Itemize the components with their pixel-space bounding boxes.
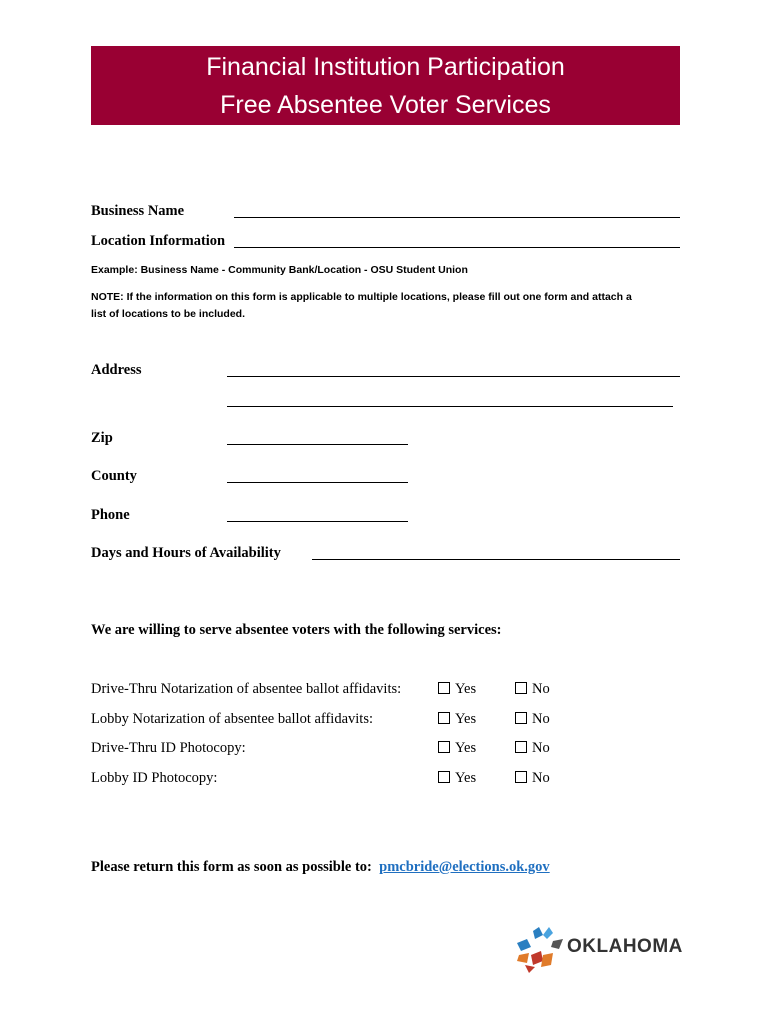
email-link[interactable]: pmcbride@elections.ok.gov bbox=[379, 859, 550, 875]
checkbox-icon bbox=[515, 771, 527, 783]
multi-location-note-line1: NOTE: If the information on this form is applicable to multiple locations, please fill out one form and attach a bbox=[91, 291, 632, 303]
service-label: Drive-Thru ID Photocopy: bbox=[91, 740, 246, 756]
service-label: Lobby Notarization of absentee ballot affidavits: bbox=[91, 711, 373, 727]
yes-checkbox[interactable]: Yes bbox=[438, 711, 476, 728]
days-hours-field[interactable] bbox=[312, 559, 680, 560]
yes-checkbox[interactable]: Yes bbox=[438, 681, 476, 698]
checkbox-icon bbox=[515, 682, 527, 694]
yes-checkbox[interactable]: Yes bbox=[438, 740, 476, 757]
phone-label: Phone bbox=[91, 507, 130, 523]
oklahoma-logo-icon bbox=[513, 925, 573, 975]
business-name-field[interactable] bbox=[234, 217, 680, 218]
checkbox-icon bbox=[438, 682, 450, 694]
no-checkbox[interactable]: No bbox=[515, 770, 550, 787]
no-checkbox[interactable]: No bbox=[515, 711, 550, 728]
oklahoma-logo-text: OKLAHOMA bbox=[567, 936, 683, 957]
form-title-banner bbox=[91, 46, 680, 125]
zip-label: Zip bbox=[91, 430, 113, 446]
checkbox-icon bbox=[438, 771, 450, 783]
service-label: Lobby ID Photocopy: bbox=[91, 770, 218, 786]
services-heading: We are willing to serve absentee voters with the following services: bbox=[91, 622, 502, 638]
form-title-line2: Free Absentee Voter Services bbox=[220, 91, 551, 119]
checkbox-icon bbox=[438, 712, 450, 724]
checkbox-icon bbox=[515, 741, 527, 753]
checkbox-icon bbox=[438, 741, 450, 753]
example-note: Example: Business Name - Community Bank/Location - OSU Student Union bbox=[91, 264, 468, 276]
location-information-label: Location Information bbox=[91, 233, 226, 249]
location-information-field[interactable] bbox=[234, 247, 680, 248]
phone-field[interactable] bbox=[227, 521, 408, 522]
yes-checkbox[interactable]: Yes bbox=[438, 770, 476, 787]
days-hours-label: Days and Hours of Availability bbox=[91, 545, 281, 561]
address-field-line2[interactable] bbox=[227, 406, 673, 407]
address-field-line1[interactable] bbox=[227, 376, 680, 377]
county-field[interactable] bbox=[227, 482, 408, 483]
checkbox-icon bbox=[515, 712, 527, 724]
no-checkbox[interactable]: No bbox=[515, 740, 550, 757]
return-instructions: Please return this form as soon as possible to: pmcbride@elections.ok.gov bbox=[91, 859, 550, 875]
business-name-label: Business Name bbox=[91, 203, 185, 219]
county-label: County bbox=[91, 468, 137, 484]
form-title-line1: Financial Institution Participation bbox=[206, 53, 565, 81]
service-label: Drive-Thru Notarization of absentee ballot affidavits: bbox=[91, 681, 402, 697]
zip-field[interactable] bbox=[227, 444, 408, 445]
no-checkbox[interactable]: No bbox=[515, 681, 550, 698]
address-label: Address bbox=[91, 362, 142, 378]
multi-location-note-line2: list of locations to be included. bbox=[91, 308, 246, 320]
